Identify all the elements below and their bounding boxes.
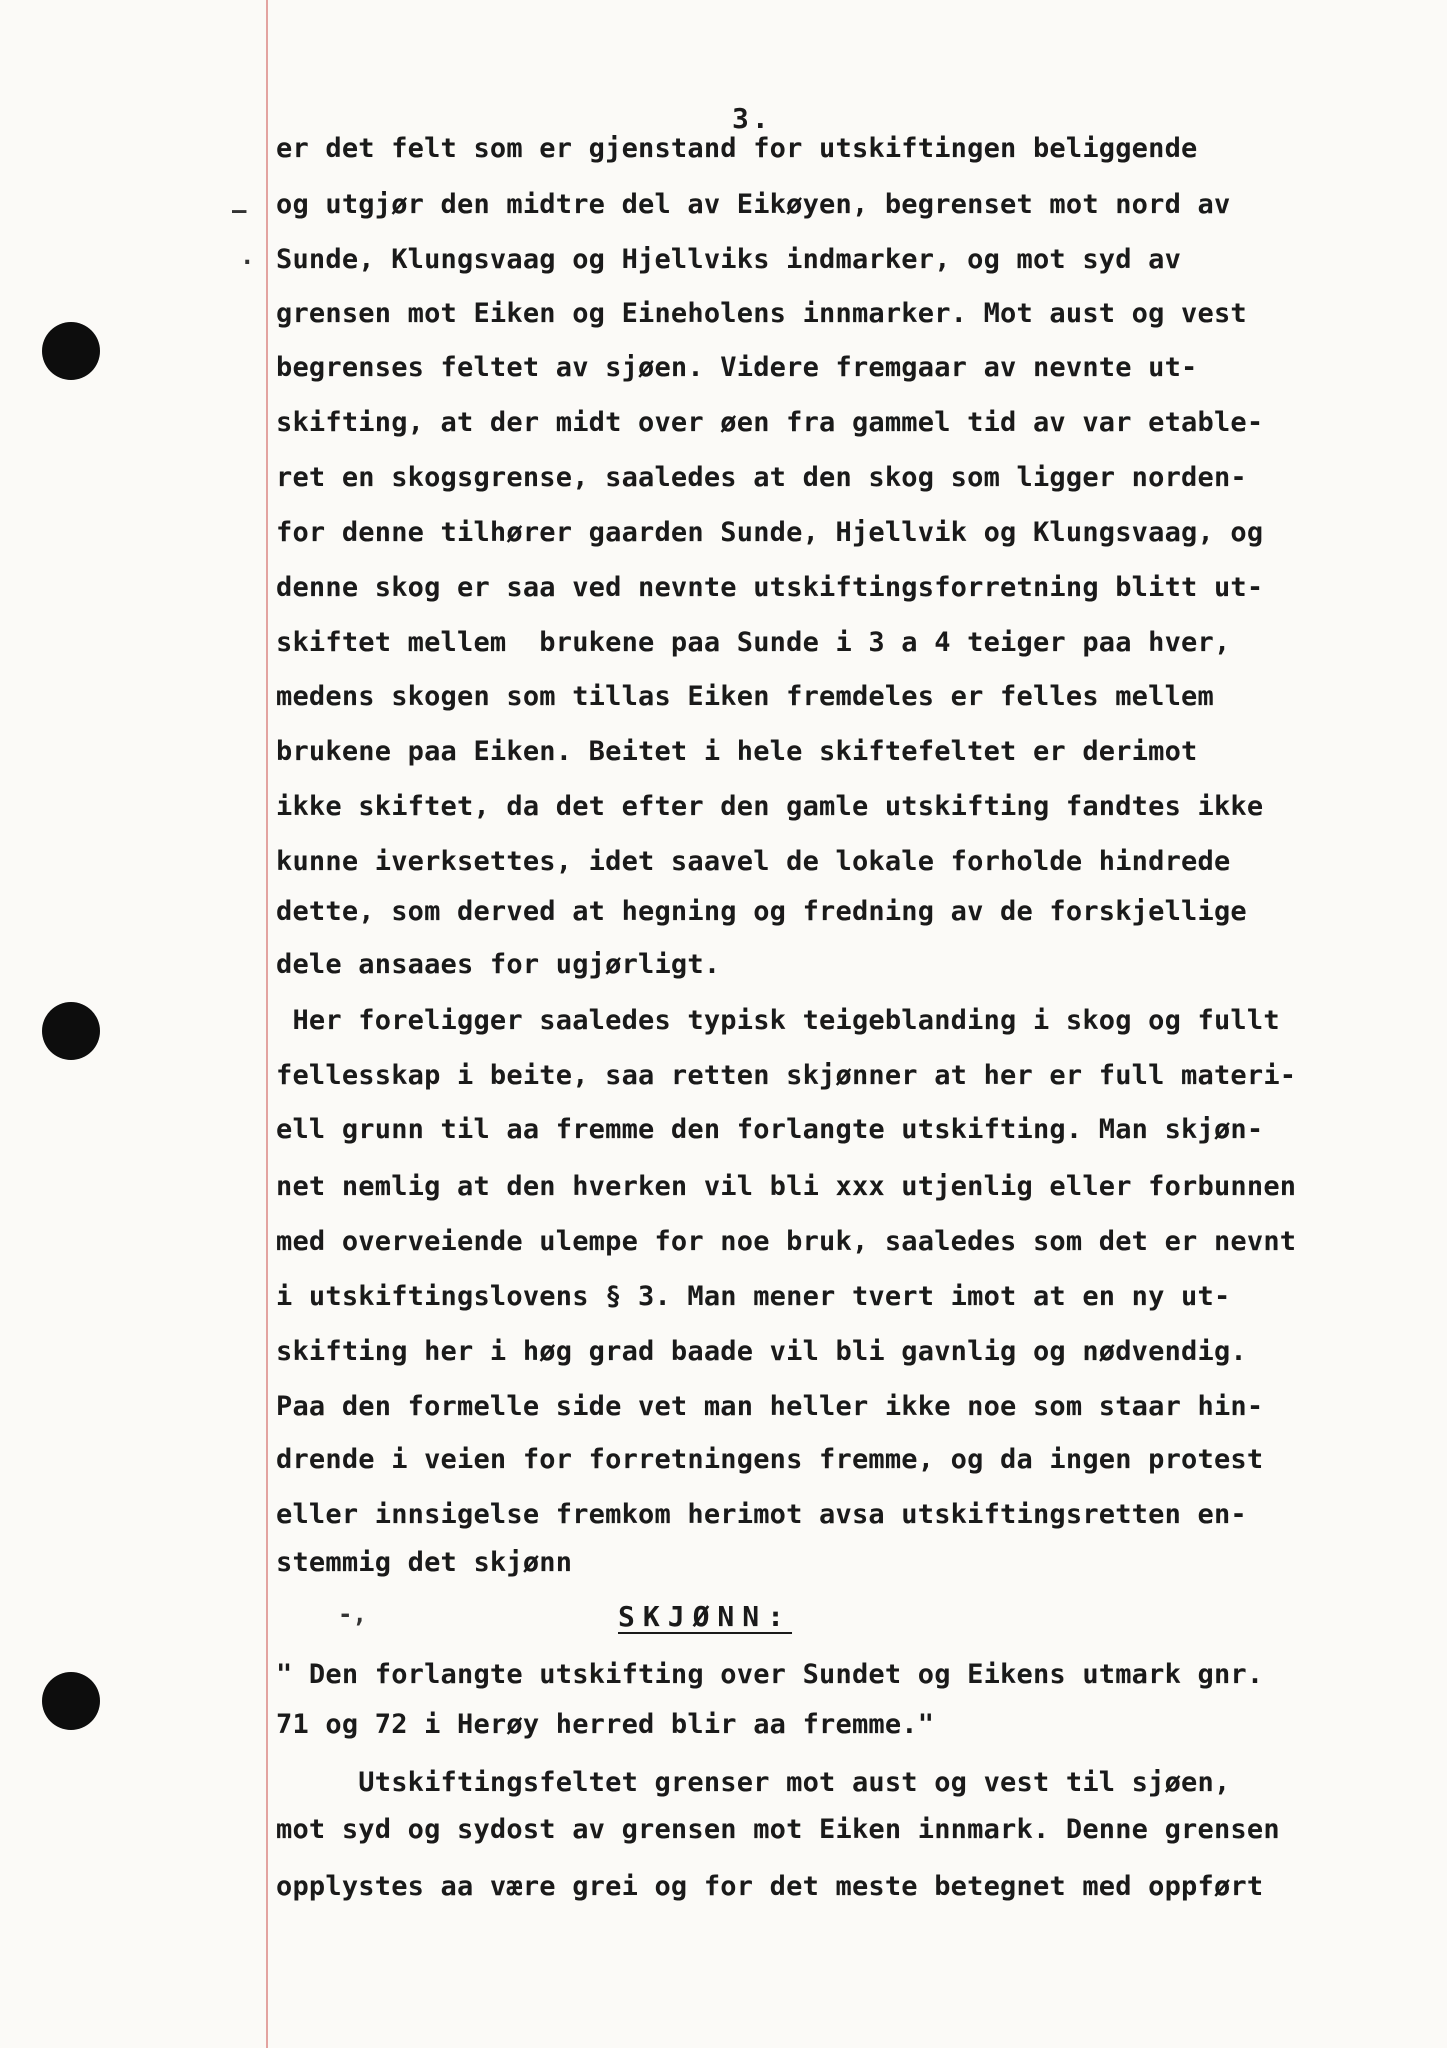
closing-line: Utskiftingsfeltet grenser mot aust og vest til sjøen, [276, 1767, 1231, 1798]
margin-line [266, 0, 268, 2048]
text-line: skifting her i høg grad baade vil bli gavnlig og nødvendig. [276, 1336, 1247, 1367]
section-heading: SKJØNN: [618, 1600, 793, 1633]
text-line: drende i veien for forretningens fremme, og da ingen protest [276, 1444, 1264, 1475]
text-line: ret en skogsgrense, saaledes at den skog som ligger norden- [276, 462, 1247, 493]
text-line: dele ansaaes for ugjørligt. [276, 949, 721, 980]
margin-dash: – [232, 196, 247, 224]
verdict-line: " Den forlangte utskifting over Sundet og Eikens utmark gnr. [276, 1659, 1264, 1690]
text-line: og utgjør den midtre del av Eikøyen, begrenset mot nord av [276, 189, 1231, 220]
text-line: skifting, at der midt over øen fra gammel tid av var etable- [276, 407, 1264, 438]
text-line: Her foreligger saaledes typisk teigeblanding i skog og fullt [276, 1005, 1280, 1036]
text-line: skiftet mellem brukene paa Sunde i 3 a 4 teiger paa hver, [276, 627, 1231, 658]
text-line: ikke skiftet, da det efter den gamle utskifting fandtes ikke [276, 791, 1264, 822]
text-line: grensen mot Eiken og Eineholens innmarker. Mot aust og vest [276, 298, 1247, 329]
text-line: fellesskap i beite, saa retten skjønner at her er full materi- [276, 1060, 1297, 1091]
page-number: 3. [732, 102, 772, 135]
text-line: ell grunn til aa fremme den forlangte utskifting. Man skjøn- [276, 1114, 1264, 1145]
text-line: eller innsigelse fremkom herimot avsa utskiftingsretten en- [276, 1499, 1247, 1530]
closing-line: mot syd og sydost av grensen mot Eiken innmark. Denne grensen [276, 1814, 1280, 1845]
text-line: stemmig det skjønn [276, 1547, 573, 1578]
punch-hole-middle [42, 1002, 100, 1060]
text-line: Paa den formelle side vet man heller ikke noe som staar hin- [276, 1391, 1264, 1422]
punch-hole-bottom [42, 1672, 100, 1730]
text-line: brukene paa Eiken. Beitet i hele skiftefeltet er derimot [276, 736, 1198, 767]
margin-dash: -, [338, 1600, 367, 1628]
text-line: dette, som derved at hegning og fredning av de forskjellige [276, 896, 1247, 927]
text-line: begrenses feltet av sjøen. Videre fremgaar av nevnte ut- [276, 352, 1198, 383]
text-line: net nemlig at den hverken vil bli xxx utjenlig eller forbunnen [276, 1171, 1297, 1202]
text-line: i utskiftingslovens § 3. Man mener tvert imot at en ny ut- [276, 1281, 1231, 1312]
text-line: denne skog er saa ved nevnte utskiftingsforretning blitt ut- [276, 572, 1264, 603]
text-line: Sunde, Klungsvaag og Hjellviks indmarker, og mot syd av [276, 244, 1182, 275]
text-line: medens skogen som tillas Eiken fremdeles er felles mellem [276, 681, 1214, 712]
text-line: med overveiende ulempe for noe bruk, saaledes som det er nevnt [276, 1226, 1297, 1257]
verdict-line: 71 og 72 i Herøy herred blir aa fremme." [276, 1709, 935, 1740]
margin-dot: · [240, 248, 255, 276]
text-line: kunne iverksettes, idet saavel de lokale forholde hindrede [276, 846, 1231, 877]
text-line: for denne tilhører gaarden Sunde, Hjellvik og Klungsvaag, og [276, 517, 1264, 548]
closing-line: opplystes aa være grei og for det meste betegnet med oppført [276, 1871, 1264, 1902]
text-line: er det felt som er gjenstand for utskiftingen beliggende [276, 133, 1198, 164]
punch-hole-top [42, 322, 100, 380]
